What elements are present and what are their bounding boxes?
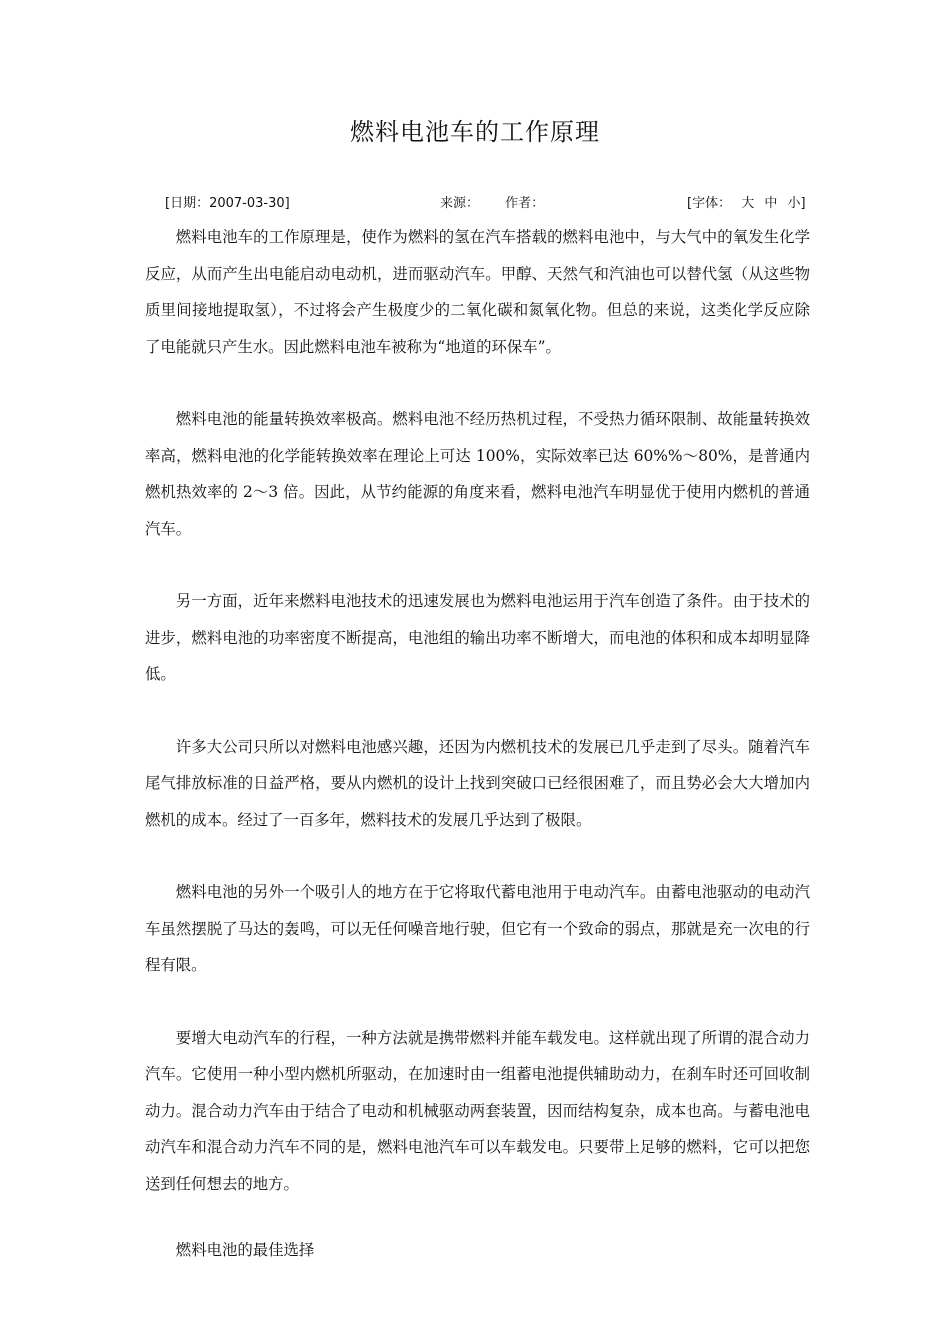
paragraph: 燃料电池的能量转换效率极高。燃料电池不经历热机过程，不受热力循环限制、故能量转换效率高，燃料电池的化学能转换效率在理论上可达 100%，实际效率已达 60%%～80%，是普通内燃机热效率的 2～3 倍。因此，从节约能源的角度来看，燃料电池汽车明显优于使用内燃机的普通汽车。	[145, 410, 810, 538]
author-label: 作者：	[505, 196, 545, 211]
paragraph: 要增大电动汽车的行程，一种方法就是携带燃料并能车载发电。这样就出现了所谓的混合动力汽车。它使用一种小型内燃机所驱动，在加速时由一组蓄电池提供辅助动力，在刹车时还可回收制动力。混合动力汽车由于结合了电动和机械驱动两套装置，因而结构复杂，成本也高。与蓄电池电动汽车和混合动力汽车不同的是，燃料电池汽车可以车载发电。只要带上足够的燃料，它可以把您送到任何想去的地方。	[145, 1028, 810, 1193]
font-size-label: [字体：	[687, 196, 732, 211]
source-author-line	[440, 193, 544, 215]
paragraph: 许多大公司只所以对燃料电池感兴趣，还因为内燃机技术的发展已几乎走到了尽头。随着汽车尾气排放标准的日益严格，要从内燃机的设计上找到突破口已经很困难了，而且势必会大大增加内燃机的成本。经过了一百多年，燃料技术的发展几乎达到了极限。	[145, 737, 810, 829]
publish-date: [日期：2007-03-30]	[165, 196, 290, 211]
article-body	[145, 219, 810, 1269]
article-title: 燃料电池车的工作原理	[350, 118, 600, 146]
paragraph: 另一方面，近年来燃料电池技术的迅速发展也为燃料电池运用于汽车创造了条件。由于技术的进步，燃料电池的功率密度不断提高，电池组的输出功率不断增大，而电池的体积和成本却明显降低。	[145, 592, 810, 683]
font-size-selector	[687, 193, 806, 215]
section-heading: 燃料电池的最佳选择	[175, 1241, 315, 1259]
article-meta	[160, 193, 806, 215]
paragraph: 燃料电池的另外一个吸引人的地方在于它将取代蓄电池用于电动汽车。由蓄电池驱动的电动汽车虽然摆脱了马达的轰鸣，可以无任何噪音地行驶，但它有一个致命的弱点，那就是充一次电的行程有限。	[145, 883, 810, 974]
paragraph: 燃料电池车的工作原理是，使作为燃料的氢在汽车搭载的燃料电池中，与大气中的氧发生化学反应，从而产生出电能启动电动机，进而驱动汽车。甲醇、天然气和汽油也可以替代氢（从这些物质里间接地提取氢），不过将会产生极度少的二氧化碳和氮氧化物。但总的来说，这类化学反应除了电能就只产生水。因此燃料电池车被称为“地道的环保车”。	[145, 228, 810, 356]
source-label: 来源：	[440, 196, 480, 211]
font-size-medium-link[interactable]: 中	[764, 196, 778, 211]
font-size-large-link[interactable]: 大	[741, 196, 755, 211]
font-size-small-link[interactable]: 小]	[787, 196, 806, 211]
